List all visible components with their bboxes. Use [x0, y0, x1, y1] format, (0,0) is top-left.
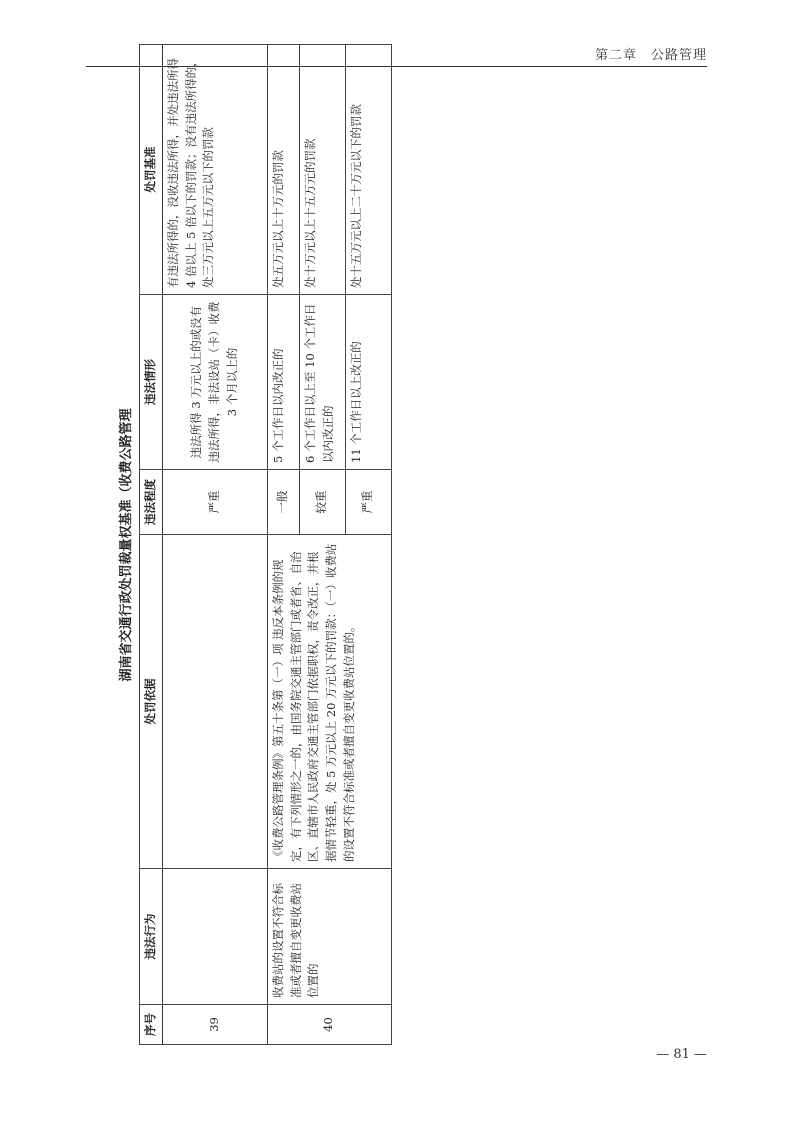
- row39-severity: 严重: [162, 470, 267, 535]
- row40-severity-3: 严重: [345, 470, 391, 535]
- table-row-39: [162, 45, 267, 1045]
- col-header-no: 序号: [140, 1005, 163, 1045]
- table-caption: 湖南省交通行政处罚裁量权基准（收费公路管理: [119, 408, 134, 682]
- row39-no: 39: [162, 1005, 267, 1045]
- rotated-table-block: [117, 45, 387, 1045]
- col-header-severity: 违法程度: [140, 470, 163, 535]
- row40-severity-2: 较重: [299, 470, 345, 535]
- row40-standard-2: 处十万元以上十五万元的罚款: [299, 45, 345, 295]
- table-header-row: [140, 45, 163, 1045]
- row40-no: 40: [267, 1005, 391, 1045]
- col-header-behavior: 违法行为: [140, 869, 163, 1005]
- row40-behavior: 收费站的设置不符合标准或者擅自变更收费站位置的: [267, 869, 391, 1005]
- page-number: — 81 —: [656, 1047, 707, 1062]
- col-header-situation: 违法情形: [140, 295, 163, 470]
- col-header-basis: 处罚依据: [140, 535, 163, 869]
- row40-basis: 《收费公路管理条例》第五十条第（一）项 违反本条例的规定，有下列情形之一的，由国务院交通主管部门或者省、自治区、直辖市人民政府交通主管部门依据职权，责令改正，并根据情节轻重，处 5 万元以上 20 万元以下的罚款：（一）收费站的设置不符合标准或者擅自变更收费站位置的。: [267, 535, 391, 869]
- col-header-standard: 处罚基准: [140, 45, 163, 295]
- row40-severity-1: 一般: [267, 470, 299, 535]
- row39-behavior: [162, 869, 267, 1005]
- row40-situation-1: 5 个工作日以内改正的: [267, 295, 299, 470]
- row39-standard: 有违法所得的，没收违法所得，并处违法所得 4 倍以上 5 倍以下的罚款；没有违法所得的，处三万元以上五万元以下的罚款: [162, 45, 267, 295]
- row39-situation: 违法所得 3 万元以上的或没有违法所得，非法设站（卡）收费 3 个月以上的: [162, 295, 267, 470]
- penalty-table: [139, 44, 392, 1045]
- row40-situation-3: 11 个工作日以上改正的: [345, 295, 391, 470]
- chapter-header: 第二章 公路管理: [594, 48, 707, 63]
- row40-standard-1: 处五万元以上十万元的罚款: [267, 45, 299, 295]
- row40-situation-2: 6 个工作日以上至 10 个工作日以内改正的: [299, 295, 345, 470]
- row40-standard-3: 处十五万元以上二十万元以下的罚款: [345, 45, 391, 295]
- row39-basis: [162, 535, 267, 869]
- table-row-40a: [267, 45, 299, 1045]
